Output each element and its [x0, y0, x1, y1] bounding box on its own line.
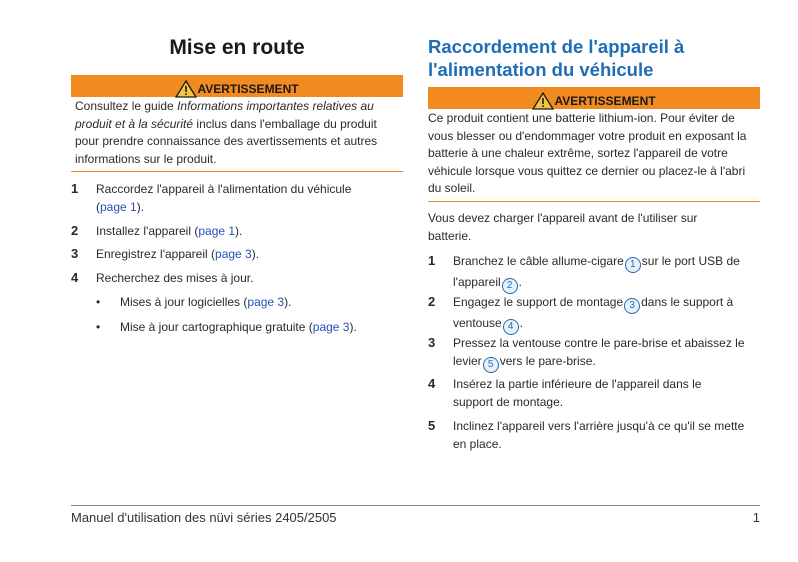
warning-icon	[175, 80, 197, 98]
intro-text: Vous devez charger l'appareil avant de l'utiliser sur batterie.	[428, 211, 698, 243]
list-item: 1 Branchez le câble allume-cigare 1 sur le port USB de l'appareil 2 .	[428, 252, 760, 288]
page-link[interactable]: page 1	[100, 200, 137, 214]
page-number: 1	[752, 510, 760, 525]
list-item: 2 Installez l'appareil (page 1).	[71, 223, 243, 238]
list-item: 2 Engagez le support de montage 3 dans le support à ventouse 4 .	[428, 293, 760, 329]
warning-label: AVERTISSEMENT	[554, 94, 656, 108]
footer-divider	[71, 505, 760, 506]
warning-banner	[428, 87, 760, 109]
list-item: 4 Recherchez des mises à jour.	[71, 270, 254, 285]
list-item: 4 Insérez la partie inférieure de l'appareil dans le support de montage.	[428, 376, 702, 409]
list-item: 1 Raccordez l'appareil à l'alimentation du véhicule (page 1).	[71, 181, 352, 214]
page-link[interactable]: page 3	[312, 320, 350, 334]
callout-4-icon: 4	[503, 319, 519, 335]
list-item: • Mise à jour cartographique gratuite (page 3).	[96, 320, 357, 334]
callout-5-icon: 5	[483, 357, 499, 373]
warning-icon	[532, 92, 554, 110]
warning-text: Consultez le guide Informations importantes relatives au produit et à la sécurité inclus dans l'emballage du produit pour prendre connaissance des avertissements et autres informations sur le produit.	[75, 99, 378, 166]
list-item: • Mises à jour logicielles (page 3).	[96, 295, 292, 309]
section-title: Raccordement de l'appareil à l'alimentation du véhicule	[428, 36, 685, 80]
page-link[interactable]: page 1	[198, 224, 236, 238]
warning-label: AVERTISSEMENT	[197, 82, 299, 96]
footer-manual-title: Manuel d'utilisation des nüvi séries 2405/2505	[71, 510, 337, 525]
callout-3-icon: 3	[624, 298, 640, 314]
page-title: Mise en route	[169, 36, 305, 59]
callout-1-icon: 1	[625, 257, 641, 273]
page-link[interactable]: page 3	[247, 295, 285, 309]
list-item: 5 Inclinez l'appareil vers l'arrière jusqu'à ce qu'il se mette en place.	[428, 418, 745, 451]
warning-text: Ce produit contient une batterie lithium-ion. Pour éviter de vous blesser ou d'endommager votre produit en exposant la batterie à une chaleur extrême, sortez l'appareil de votre véhicule lorsque vous quittez ce dernier ou placez-le à l'abri du soleil.	[428, 111, 747, 195]
list-item: 3 Pressez la ventouse contre le pare-brise et abaissez le levier 5 vers le pare-brise.	[428, 334, 760, 370]
list-item: 3 Enregistrez l'appareil (page 3).	[71, 246, 260, 261]
warning-banner	[71, 75, 403, 97]
warning-divider	[71, 171, 403, 172]
warning-divider	[428, 201, 760, 202]
page-link[interactable]: page 3	[215, 247, 252, 261]
callout-2-icon: 2	[502, 278, 518, 294]
